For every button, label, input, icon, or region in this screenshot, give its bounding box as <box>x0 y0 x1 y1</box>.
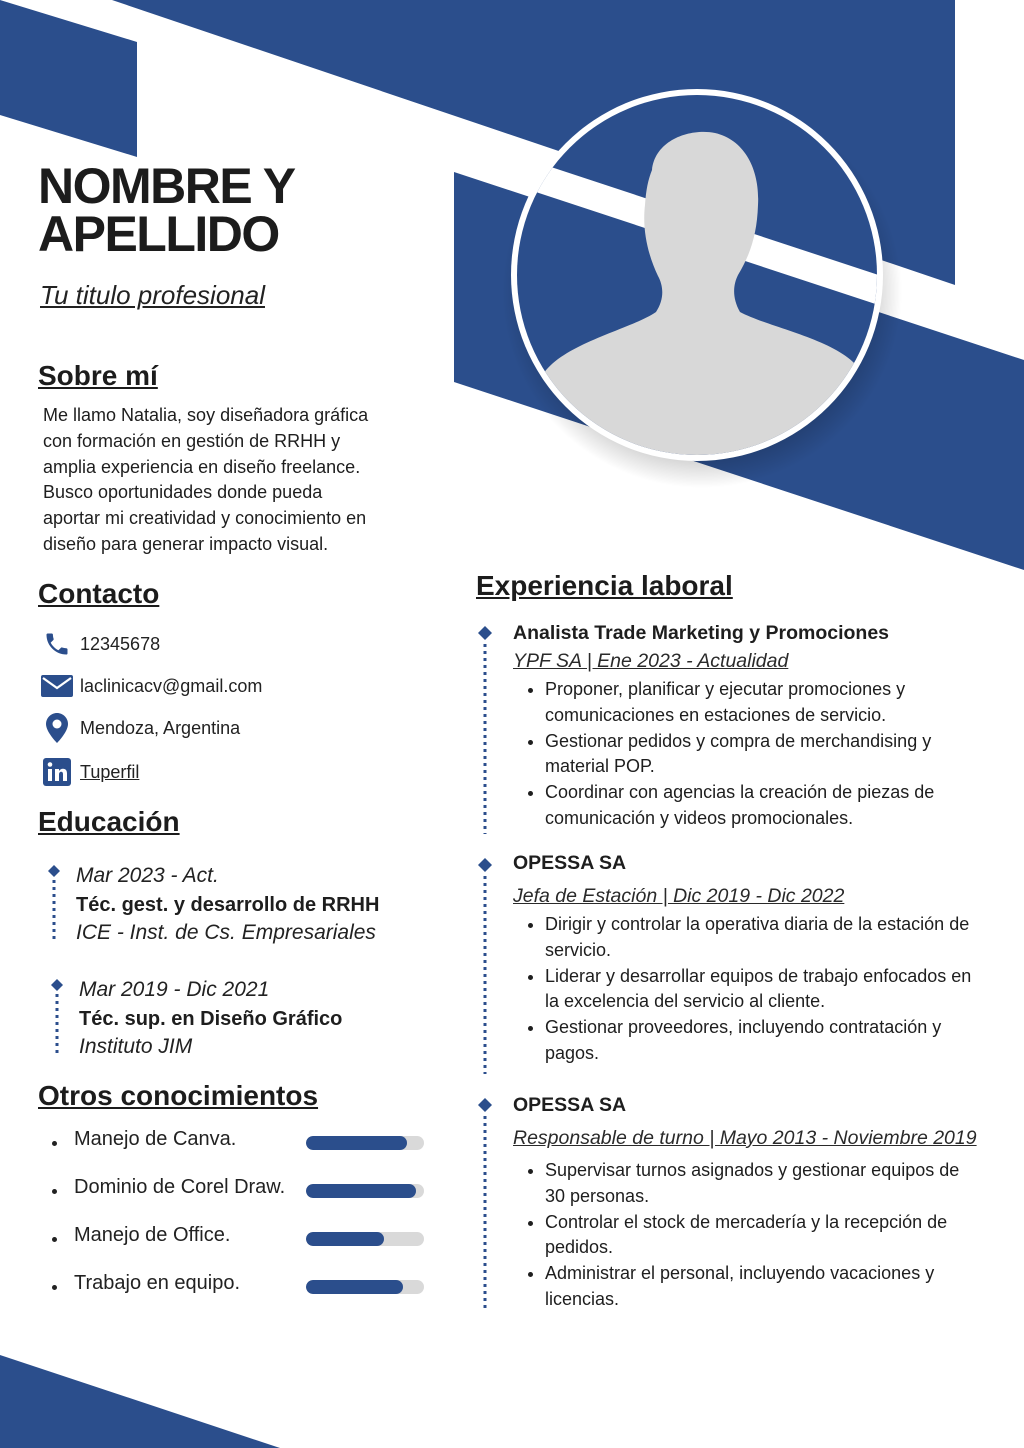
skill-label: Manejo de Canva. <box>74 1128 237 1150</box>
job-meta: Jefa de Estación | Dic 2019 - Dic 2022 <box>513 885 845 907</box>
timeline-marker-icon <box>46 862 62 944</box>
linkedin-icon <box>38 757 76 787</box>
job-responsibility: • Supervisar turnos asignados y gestionar equipos de 30 personas. <box>545 1158 975 1210</box>
contact-location <box>38 708 418 748</box>
skills-heading: Otros conocimientos <box>38 1080 319 1111</box>
job-title: OPESSA SA <box>513 1094 627 1116</box>
job-responsibilities <box>525 677 975 832</box>
location-pin-icon <box>38 713 76 743</box>
job-responsibility: • Administrar el personal, incluyendo vacaciones y licencias. <box>545 1261 975 1313</box>
job-meta: Responsable de turno | Mayo 2013 - Noviembre 2019 <box>513 1127 977 1149</box>
job-responsibility: • Dirigir y controlar la operativa diaria de la estación de servicio. <box>545 912 975 964</box>
education-dates: Mar 2019 - Dic 2021 <box>79 978 270 1001</box>
skill-label: Manejo de Office. <box>74 1224 231 1246</box>
email-icon <box>38 671 76 701</box>
linkedin-link[interactable]: Tuperfil <box>80 761 140 782</box>
about-text <box>43 403 428 558</box>
about-heading: Sobre mí <box>38 360 158 391</box>
about-line: Me llamo Natalia, soy diseñadora gráfica <box>43 405 369 425</box>
education-institution: Instituto JIM <box>79 1035 193 1058</box>
job-title: OPESSA SA <box>513 852 627 874</box>
skill-item <box>52 1224 432 1254</box>
bullet-icon <box>52 1189 57 1194</box>
skill-item <box>52 1176 432 1206</box>
bullet-icon <box>52 1237 57 1242</box>
bottom-left-band <box>0 1355 280 1448</box>
full-name <box>38 158 438 262</box>
job-responsibility: • Controlar el stock de mercadería y la recepción de pedidos. <box>545 1210 975 1262</box>
job-responsibility: • Proponer, planificar y ejecutar promociones y comunicaciones en estaciones de servicio. <box>545 677 975 729</box>
bullet-icon <box>52 1141 57 1146</box>
job-responsibility: • Liderar y desarrollar equipos de trabajo enfocados en la excelencia del servicio al cliente. <box>545 964 975 1016</box>
contact-linkedin <box>38 752 418 792</box>
about-line: amplia experiencia en diseño freelance. <box>43 456 361 477</box>
job-responsibility: • Coordinar con agencias la creación de piezas de comunicación y videos promocionales. <box>545 780 975 832</box>
about-line: Busco oportunidades donde pueda <box>43 482 323 503</box>
skill-level-fill <box>306 1136 407 1150</box>
timeline-marker-icon <box>476 856 494 1078</box>
skill-level-bar <box>306 1280 424 1294</box>
skill-item <box>52 1128 432 1158</box>
about-line: aportar mi creatividad y conocimiento en <box>43 508 367 529</box>
skill-level-fill <box>306 1280 403 1294</box>
phone-number: 12345678 <box>80 633 161 654</box>
experience-item <box>476 852 996 1076</box>
skill-label: Dominio de Corel Draw. <box>74 1176 286 1198</box>
contact-email <box>38 666 418 706</box>
contact-heading: Contacto <box>38 578 160 609</box>
job-responsibility: • Gestionar pedidos y compra de merchandising y material POP. <box>545 729 975 781</box>
job-responsibilities <box>525 1158 975 1313</box>
experience-item <box>476 1094 996 1312</box>
education-dates: Mar 2023 - Act. <box>76 864 219 887</box>
education-degree: Téc. sup. en Diseño Gráfico <box>79 1007 343 1030</box>
education-degree: Téc. gest. y desarrollo de RRHH <box>76 893 380 916</box>
timeline-marker-icon <box>476 624 494 836</box>
education-institution: ICE - Inst. de Cs. Empresariales <box>76 921 376 944</box>
phone-icon <box>38 629 76 659</box>
skill-item <box>52 1272 432 1302</box>
skill-level-fill <box>306 1184 416 1198</box>
name-line-2: APELLIDO <box>38 206 279 262</box>
timeline-marker-icon <box>476 1096 494 1314</box>
name-line-1: NOMBRE Y <box>38 158 295 214</box>
skill-label: Trabajo en equipo. <box>74 1272 241 1294</box>
bullet-icon <box>52 1285 57 1290</box>
about-line: diseño para generar impacto visual. <box>43 533 329 554</box>
skill-level-fill <box>306 1232 384 1246</box>
job-responsibilities <box>525 912 975 1067</box>
top-left-band <box>0 0 137 157</box>
experience-heading: Experiencia laboral <box>476 570 733 601</box>
job-responsibility: • Gestionar proveedores, incluyendo contratación y pagos. <box>545 1015 975 1067</box>
email-address[interactable]: laclinicacv@gmail.com <box>80 675 263 696</box>
professional-title: Tu titulo profesional <box>40 280 265 310</box>
skill-level-bar <box>306 1232 424 1246</box>
education-heading: Educación <box>38 806 180 837</box>
job-meta: YPF SA | Ene 2023 - Actualidad <box>513 650 789 672</box>
contact-phone <box>38 624 418 664</box>
about-line: con formación en gestión de RRHH y <box>43 430 341 451</box>
job-title: Analista Trade Marketing y Promociones <box>513 622 890 644</box>
timeline-marker-icon <box>49 976 65 1058</box>
skill-level-bar <box>306 1184 424 1198</box>
experience-item <box>476 622 996 834</box>
location-text: Mendoza, Argentina <box>80 717 241 738</box>
skill-level-bar <box>306 1136 424 1150</box>
